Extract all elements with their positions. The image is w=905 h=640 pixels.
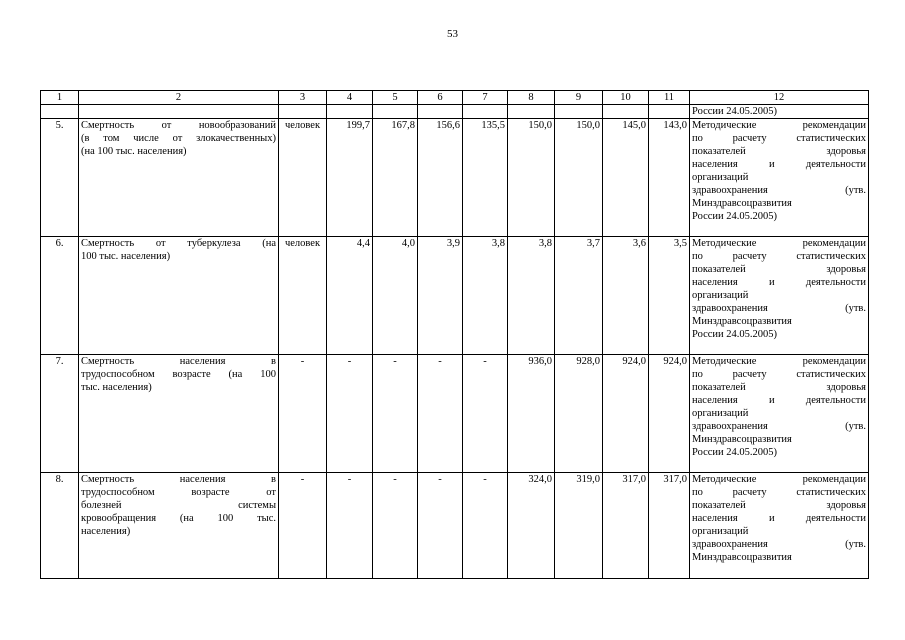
header-cell: 12 (690, 91, 869, 105)
header-cell: 3 (279, 91, 327, 105)
unit-cell: - (279, 473, 327, 579)
row-index: 8. (41, 473, 79, 579)
value-cell: 3,8 (508, 237, 555, 355)
indicator-name: Смертность от новообразований (в том числе от злокачественных) (на 100 тыс. населения) (79, 119, 279, 237)
table-row (41, 237, 869, 355)
unit-cell: человек (279, 119, 327, 237)
value-cell: 3,8 (463, 237, 508, 355)
value-cell: 150,0 (555, 119, 603, 237)
value-cell: 143,0 (649, 119, 690, 237)
value-cell: 317,0 (603, 473, 649, 579)
value-cell: - (327, 473, 373, 579)
value-cell: 936,0 (508, 355, 555, 473)
indicator-name: Смертность населения в трудоспособном возрасте от болезней системы кровообращения (на 100 тыс. населения) (79, 473, 279, 579)
row-index: 6. (41, 237, 79, 355)
value-cell: 167,8 (373, 119, 418, 237)
value-cell: 3,9 (418, 237, 463, 355)
value-cell: 3,7 (555, 237, 603, 355)
value-cell: 4,0 (373, 237, 418, 355)
source-cell: Методические рекомендации по расчету статистических показателей здоровья населения и деятельности организаций здравоохранения (утв. Минздравсоцразвития России 24.05.2005) (690, 119, 869, 237)
source-cell: Методические рекомендации по расчету статистических показателей здоровья населения и деятельности организаций здравоохранения (утв. Минздравсоцразвития России 24.05.2005) (690, 237, 869, 355)
header-cell: 10 (603, 91, 649, 105)
value-cell: 928,0 (555, 355, 603, 473)
header-cell: 1 (41, 91, 79, 105)
value-cell: 324,0 (508, 473, 555, 579)
value-cell: 924,0 (649, 355, 690, 473)
value-cell: - (418, 473, 463, 579)
table-row (41, 119, 869, 237)
header-cell: 6 (418, 91, 463, 105)
page-number: 53 (447, 28, 458, 40)
indicator-name: Смертность от туберкулеза (на 100 тыс. населения) (79, 237, 279, 355)
carry-over-row (41, 105, 869, 119)
header-cell: 5 (373, 91, 418, 105)
value-cell: 199,7 (327, 119, 373, 237)
value-cell: 4,4 (327, 237, 373, 355)
header-row (41, 91, 869, 105)
indicator-name: Смертность населения в трудоспособном возрасте (на 100 тыс. населения) (79, 355, 279, 473)
value-cell: 156,6 (418, 119, 463, 237)
unit-cell: - (279, 355, 327, 473)
source-cell: Методические рекомендации по расчету статистических показателей здоровья населения и деятельности организаций здравоохранения (утв. Минздравсоцразвития России 24.05.2005) (690, 355, 869, 473)
value-cell: 317,0 (649, 473, 690, 579)
table-row (41, 473, 869, 579)
value-cell: 145,0 (603, 119, 649, 237)
value-cell: 135,5 (463, 119, 508, 237)
row-index: 5. (41, 119, 79, 237)
carry-over-text: России 24.05.2005) (690, 105, 869, 119)
row-index: 7. (41, 355, 79, 473)
value-cell: - (373, 355, 418, 473)
value-cell: 3,5 (649, 237, 690, 355)
header-cell: 4 (327, 91, 373, 105)
header-cell: 7 (463, 91, 508, 105)
header-cell: 11 (649, 91, 690, 105)
source-cell: Методические рекомендации по расчету статистических показателей здоровья населения и деятельности организаций здравоохранения (утв. Минздравсоцразвития (690, 473, 869, 579)
header-cell: 2 (79, 91, 279, 105)
header-cell: 8 (508, 91, 555, 105)
indicator-table (40, 90, 869, 579)
header-cell: 9 (555, 91, 603, 105)
table-row (41, 355, 869, 473)
value-cell: - (373, 473, 418, 579)
value-cell: - (463, 473, 508, 579)
value-cell: - (327, 355, 373, 473)
value-cell: - (418, 355, 463, 473)
value-cell: 924,0 (603, 355, 649, 473)
value-cell: 319,0 (555, 473, 603, 579)
value-cell: - (463, 355, 508, 473)
unit-cell: человек (279, 237, 327, 355)
value-cell: 3,6 (603, 237, 649, 355)
value-cell: 150,0 (508, 119, 555, 237)
